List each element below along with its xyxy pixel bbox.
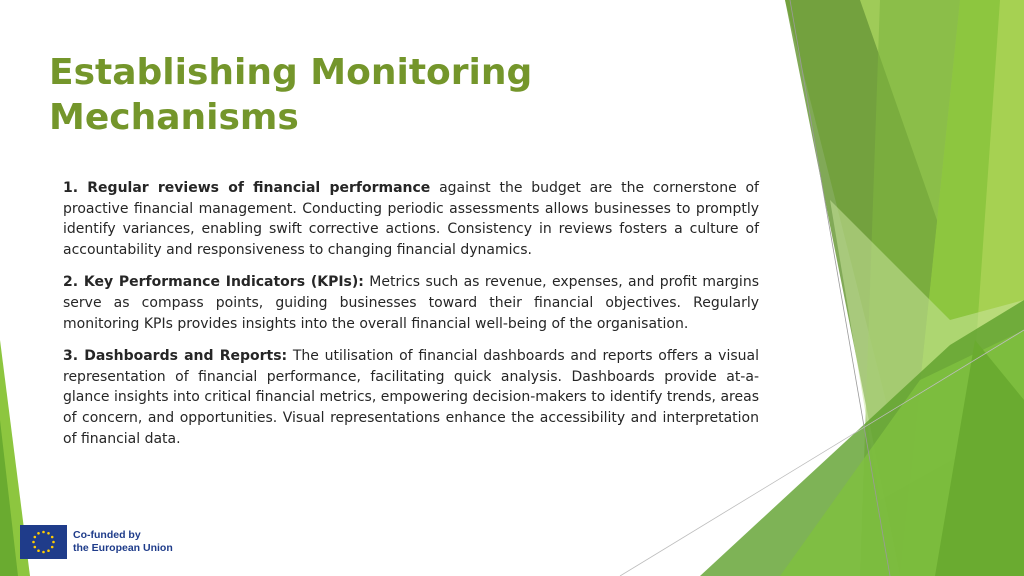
point-dashboards [63,346,759,449]
point-heading: 2. Key Performance Indicators (KPIs): [63,274,364,291]
eu-funding-text [73,529,173,555]
point-text: against the budget are the cornerstone of proactive financial management. Conducting periodic assessments allows businesses to promptly identify variances, enabling swift corrective actions. Consistency in reviews fosters a culture of accountability and responsiveness to changing financial dynamics. [63,180,759,258]
slide-title: Establishing Monitoring Mechanisms [49,52,533,138]
point-text: The utilisation of financial dashboards and reports offers a visual representation of financial performance, facilitating quick analysis. Dashboards provide at-a-glance insights into critical financial metrics, empowering decision-makers to identify trends, areas of concern, and opportunities. Visual representations enhance the accessibility and interpretation of financial data. [63,348,759,447]
slide-body [63,178,759,461]
point-text: Metrics such as revenue, expenses, and profit margins serve as compass points, guiding businesses toward their financial objectives. Regularly monitoring KPIs provides insights into the overall financial well-being of the organisation. [63,274,759,332]
funding-line-2: the European Union [73,542,173,554]
point-heading: 3. Dashboards and Reports: [63,348,288,365]
point-heading: 1. Regular reviews of financial performance [63,180,431,196]
eu-funding-logo [20,525,173,559]
point-regular-reviews [63,178,759,260]
eu-flag-icon [20,525,67,559]
point-kpis [63,272,759,334]
funding-line-1: Co-funded by [73,529,141,541]
